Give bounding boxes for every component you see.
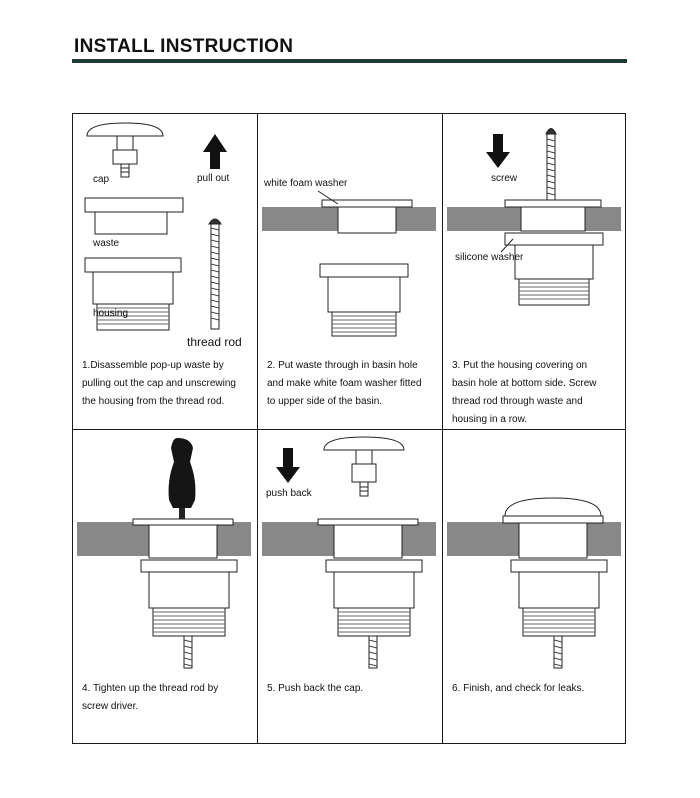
label-thread-rod: thread rod (187, 335, 242, 349)
page-title: INSTALL INSTRUCTION (74, 36, 294, 57)
step-2-illustration (258, 114, 442, 354)
step-line: 6. Finish, and check for leaks. (452, 683, 585, 694)
step-6-panel (443, 430, 627, 744)
step-5-panel (258, 430, 442, 744)
label-cap: cap (93, 174, 110, 185)
step-line: screw driver. (82, 701, 139, 712)
step-2-text (267, 357, 439, 411)
label-housing: housing (93, 308, 129, 319)
step-line: 1.Disassemble pop-up waste by (82, 360, 224, 371)
thread-rod-icon (184, 636, 192, 668)
label-waste: waste (93, 238, 120, 249)
label-push-back: push back (266, 488, 312, 499)
cap-icon (87, 123, 163, 177)
housing-icon (141, 560, 237, 636)
step-6-text (452, 680, 624, 698)
step-line: to upper side of the basin. (267, 396, 383, 407)
step-3-text (452, 357, 624, 429)
step-3-panel (443, 114, 627, 429)
step-line: basin hole at bottom side. Screw (452, 378, 597, 389)
label-silicone-washer: silicone washer (455, 252, 524, 263)
step-4-text (82, 680, 254, 716)
step-line: the housing from the thread rod. (82, 396, 225, 407)
waste-icon (85, 198, 183, 234)
housing-icon (85, 258, 181, 330)
step-line: and make white foam washer fitted (267, 378, 422, 389)
step-2-panel (258, 114, 442, 429)
step-1-panel (73, 114, 257, 429)
screw-arrow-icon (486, 134, 510, 168)
cap-icon (505, 498, 601, 516)
cap-icon (324, 437, 404, 496)
step-line: pulling out the cap and unscrewing (82, 378, 236, 389)
thread-rod-icon (369, 636, 377, 668)
housing-icon (505, 233, 603, 305)
step-line: 4. Tighten up the thread rod by (82, 683, 219, 694)
step-4-panel (73, 430, 257, 744)
step-line: 2. Put waste through in basin hole (267, 360, 418, 371)
housing-icon (320, 264, 408, 336)
label-screw: screw (491, 173, 518, 184)
housing-icon (511, 560, 607, 636)
step-line: housing in a row. (452, 414, 528, 425)
screwdriver-icon (169, 438, 196, 523)
thread-rod-icon (554, 636, 562, 668)
thread-rod-icon (209, 219, 221, 329)
step-6-illustration (443, 430, 627, 680)
title-rule (72, 59, 627, 63)
step-line: 5. Push back the cap. (267, 683, 364, 694)
step-4-illustration (73, 430, 257, 680)
step-3-illustration (443, 114, 627, 354)
step-5-text (267, 680, 439, 698)
thread-rod-icon (546, 129, 556, 205)
label-white-foam-washer: white foam washer (264, 178, 348, 189)
push-back-arrow-icon (276, 448, 300, 483)
instruction-grid (72, 113, 626, 744)
label-pull-out: pull out (197, 173, 230, 184)
step-line: 3. Put the housing covering on (452, 360, 588, 371)
step-1-text (82, 357, 254, 411)
housing-icon (326, 560, 422, 636)
step-line: thread rod through waste and (452, 396, 583, 407)
step-5-illustration (258, 430, 442, 680)
pull-out-arrow-icon (203, 134, 227, 169)
